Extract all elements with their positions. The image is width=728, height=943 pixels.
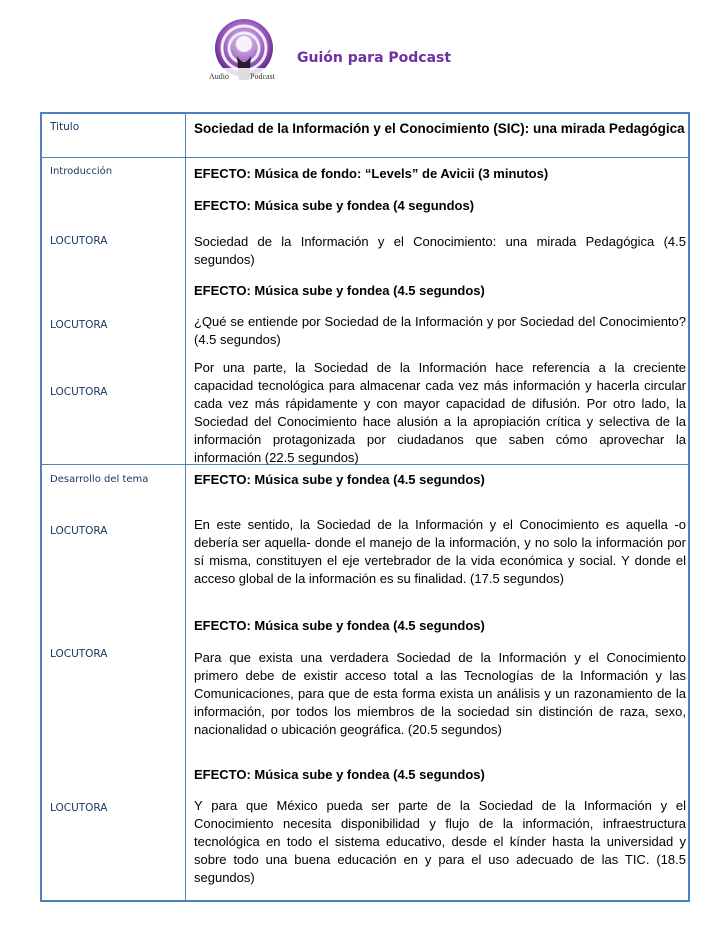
speaker-label: LOCUTORA	[50, 235, 108, 247]
speaker-label: LOCUTORA	[50, 648, 108, 660]
speaker-line: Por una parte, la Sociedad de la Información hace referencia a la creciente capacidad tecnológica para almacenar cada vez más información y hacerla circular cada vez más rápidamente y con mayor capacidad de difusión. Por otro lado, la Sociedad del Conocimiento hace alusión a la apropiación crítica y selectiva de la información protagonizada por ciudadanos que saben cómo aprovechar la información (22.5 segundos)	[194, 360, 686, 465]
effect-cue: EFECTO: Música sube y fondea (4.5 segundos)	[194, 618, 485, 633]
speaker-label: LOCUTORA	[50, 386, 108, 398]
effect-cue: EFECTO: Música sube y fondea (4.5 segundos)	[194, 283, 485, 298]
column-divider	[185, 114, 186, 900]
document-header	[0, 0, 728, 112]
row-divider	[42, 157, 688, 158]
speaker-line: En este sentido, la Sociedad de la Información y el Conocimiento es aquella -o debería ser aquella- donde el manejo de la información, y no solo la información por sí misma, constituyen el eje vertebrador de la vida económica y social. Y donde el acceso global de la información es su finalidad. (17.5 segundos)	[194, 517, 686, 586]
speaker-label: LOCUTORA	[50, 525, 108, 537]
speaker-line: ¿Qué se entiende por Sociedad de la Información y por Sociedad del Conocimiento? (4.5 segundos)	[194, 314, 686, 347]
speaker-line: Para que exista una verdadera Sociedad de la Información y el Conocimiento primero debe de existir acceso total a las Tecnologías de la Información y las Comunicaciones, para que de esta forma exista un análisis y un razonamiento de la información, por todos los miembros de la sociedad sin distinción de raza, sexo, nacionalidad o ubicación geográfica. (20.5 segundos)	[194, 650, 686, 737]
row-label-titulo: Titulo	[50, 121, 80, 133]
row-label-introduccion: Introducción	[50, 166, 113, 177]
effect-cue: EFECTO: Música sube y fondea (4.5 segundos)	[194, 472, 485, 487]
effect-cue: EFECTO: Música sube y fondea (4 segundos)	[194, 198, 475, 213]
speaker-label: LOCUTORA	[50, 319, 108, 331]
effect-cue: EFECTO: Música de fondo: “Levels” de Avicii (3 minutos)	[194, 166, 549, 181]
effect-cue: EFECTO: Música sube y fondea (4.5 segundos)	[194, 767, 485, 782]
logo-podcast-text: Podcast	[250, 72, 275, 81]
speaker-line: Sociedad de la Información y el Conocimiento: una mirada Pedagógica (4.5 segundos)	[194, 234, 686, 267]
page-title: Guión para Podcast	[297, 50, 452, 66]
row-label-desarrollo: Desarrollo del tema	[50, 474, 149, 485]
podcast-logo	[200, 18, 288, 92]
speaker-line: Y para que México pueda ser parte de la Sociedad de la Información y el Conocimiento necesita disponibilidad y flujo de la información, infraestructura tecnológica en todo el sistema educativo, desde el kínder hasta la universidad y sobre todo una buena educación en y para el uso adecuado de las TIC. (18.5 segundos)	[194, 798, 686, 885]
podcast-title-text: Sociedad de la Información y el Conocimiento (SIC): una mirada Pedagógica	[194, 121, 685, 136]
speaker-label: LOCUTORA	[50, 802, 108, 814]
script-table	[40, 112, 690, 902]
logo-audio-text: Audio	[209, 72, 229, 81]
